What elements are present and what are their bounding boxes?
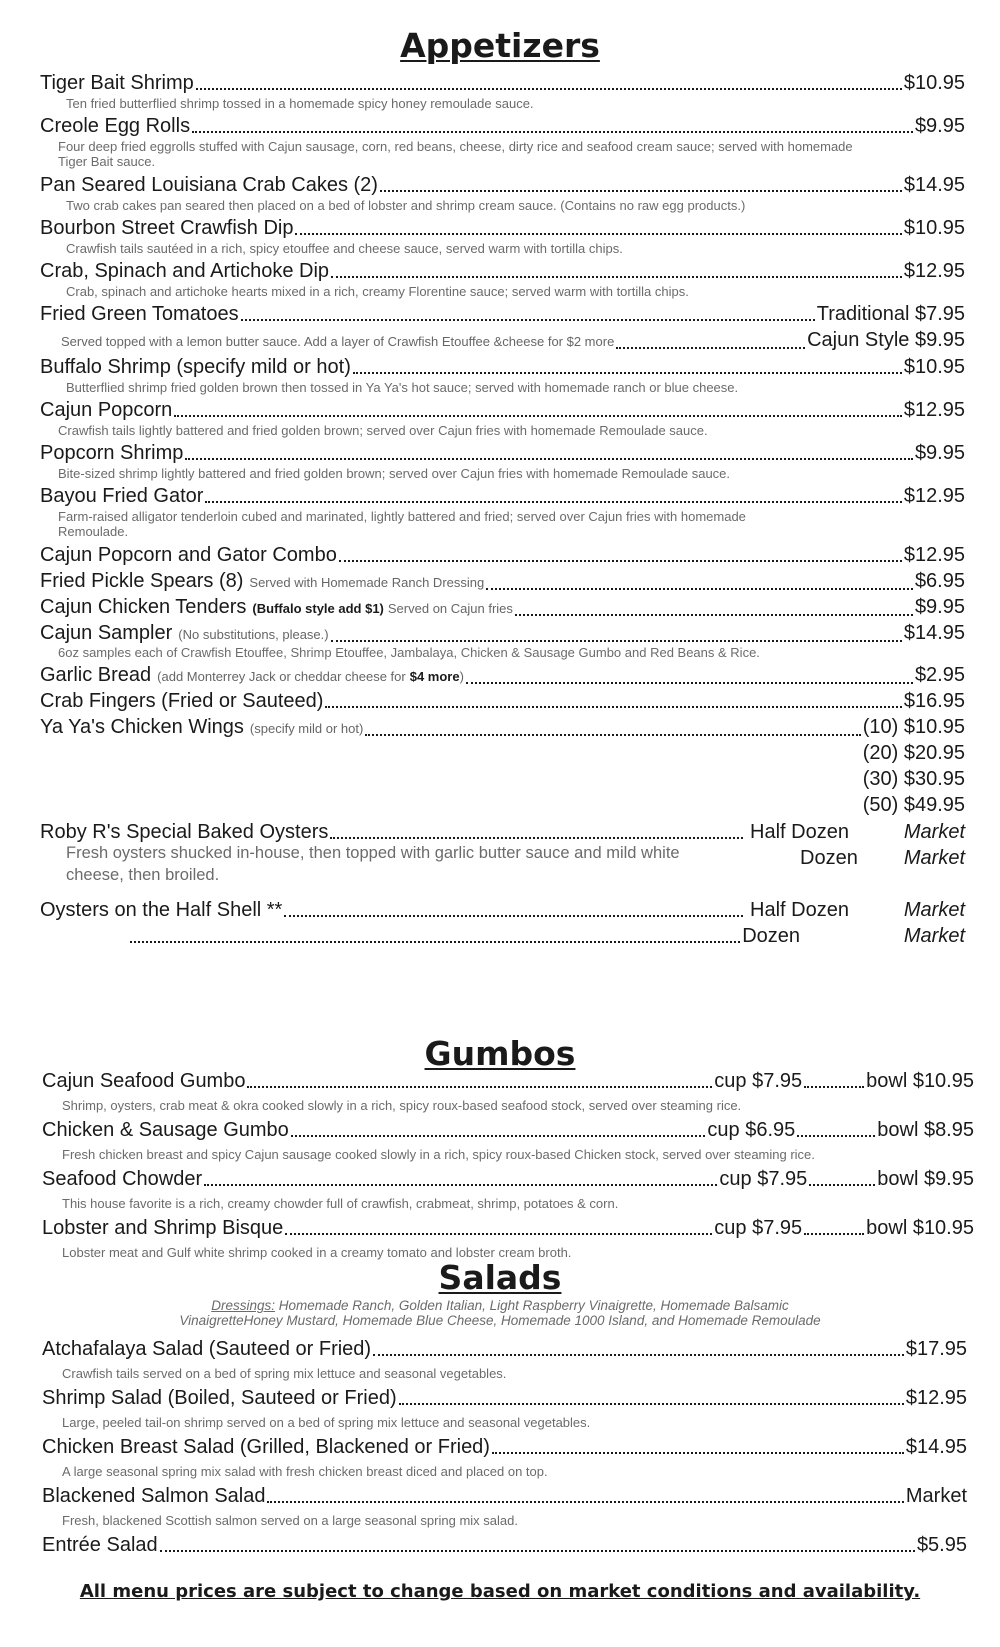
item-description: Fresh, blackened Scottish salmon served on a large seasonal spring mix salad.: [62, 1513, 518, 1528]
item-note-bold: $4 more: [409, 669, 460, 684]
dot-leader: [285, 1233, 712, 1235]
dot-leader: [291, 1135, 706, 1137]
menu-item-chicken-sausage-gumbo: [42, 1117, 974, 1143]
menu-item-chicken-breast-salad: [42, 1434, 967, 1460]
item-name: Roby R's Special Baked Oysters: [40, 821, 329, 843]
item-note-end: ): [459, 669, 464, 684]
menu-item-cajun-chicken-tenders: [40, 594, 965, 622]
item-name: Atchafalaya Salad (Sauteed or Fried): [42, 1338, 372, 1360]
cup-price: cup $7.95: [714, 1217, 803, 1239]
item-name: Cajun Chicken Tenders: [40, 596, 247, 618]
item-name: Ya Ya's Chicken Wings: [40, 716, 244, 738]
item-name: Cajun Popcorn: [40, 399, 173, 421]
item-name: Garlic Bread: [40, 664, 152, 686]
menu-item-cajun-seafood-gumbo: [42, 1068, 974, 1094]
item-description: Fresh chicken breast and spicy Cajun sausage cooked slowly in a rich, spicy roux-based Chicken stock, served over steaming rice.: [62, 1147, 815, 1162]
item-price: (10) $10.95: [862, 716, 965, 738]
item-note-bold: (Buffalo style add $1): [252, 601, 384, 616]
oyster-price-half: Market: [903, 821, 965, 843]
menu-item-entree-salad: [42, 1532, 967, 1558]
item-price: $9.95: [914, 115, 965, 137]
menu-item-chicken-wings: [40, 714, 965, 742]
menu-item-tiger-bait-shrimp: [40, 70, 965, 96]
item-price: $9.95: [914, 442, 965, 464]
dot-leader: [174, 415, 902, 417]
item-name: Fried Green Tomatoes: [40, 303, 239, 325]
item-name: Crab Fingers (Fried or Sauteed): [40, 690, 324, 712]
item-price: $10.95: [903, 72, 965, 94]
menu-item-creole-egg-rolls: [40, 113, 965, 139]
item-price: $14.95: [903, 174, 965, 196]
item-description: Crab, spinach and artichoke hearts mixed in a rich, creamy Florentine sauce; served warm with tortilla chips.: [66, 284, 689, 299]
dot-leader: [373, 1354, 904, 1356]
dot-leader: [247, 1086, 712, 1088]
gumbos-title: Gumbos: [424, 1034, 576, 1073]
shell-qty-half: Half Dozen: [750, 899, 849, 921]
menu-item-fried-pickle-spears: [40, 568, 965, 596]
item-description: Butterflied shrimp fried golden brown then tossed in Ya Ya's hot sauce; served with homemade ranch or blue cheese.: [66, 380, 739, 395]
dot-leader: [466, 682, 913, 684]
cup-price: cup $6.95: [707, 1119, 796, 1141]
oyster-price-dozen: Market: [903, 847, 965, 869]
dot-leader: [160, 1550, 915, 1552]
item-description: Fresh oysters shucked in-house, then topped with garlic butter sauce and mild white cheese, then broiled.: [66, 844, 680, 884]
item-price: $12.95: [903, 544, 965, 566]
item-name: Cajun Popcorn and Gator Combo: [40, 544, 337, 566]
item-name: Seafood Chowder: [42, 1168, 203, 1190]
item-name: Cajun Sampler: [40, 622, 173, 644]
item-description: Crawfish tails sautéed in a rich, spicy etouffee and cheese sauce, served warm with tortilla chips.: [66, 241, 623, 256]
item-description: Shrimp, oysters, crab meat & okra cooked slowly in a rich, spicy roux-based seafood stock, served over steaming rice.: [62, 1098, 742, 1113]
wings-price-30: (30) $30.95: [862, 768, 965, 790]
item-name: Buffalo Shrimp (specify mild or hot): [40, 356, 351, 378]
bowl-price: bowl $10.95: [866, 1070, 974, 1092]
dot-leader: [365, 734, 860, 736]
dot-leader: [185, 458, 913, 460]
item-price: $16.95: [903, 690, 965, 712]
dot-leader: [295, 233, 901, 235]
dot-leader: [196, 88, 902, 90]
salads-title: Salads: [438, 1258, 562, 1297]
price-disclaimer: All menu prices are subject to change based on market conditions and availability.: [79, 1581, 921, 1602]
wings-price-50: (50) $49.95: [862, 794, 965, 816]
dot-leader: [353, 372, 902, 374]
dot-leader: [130, 941, 740, 943]
item-name: Popcorn Shrimp: [40, 442, 184, 464]
item-price: $10.95: [903, 356, 965, 378]
item-description: Lobster meat and Gulf white shrimp cooked in a creamy tomato and lobster cream broth.: [62, 1245, 572, 1260]
item-price: $14.95: [905, 1436, 967, 1458]
menu-item-cajun-popcorn: [40, 397, 965, 423]
dot-leader: [515, 614, 913, 616]
item-note: (No substitutions, please.): [178, 627, 329, 642]
item-price: $12.95: [903, 260, 965, 282]
item-name: Cajun Seafood Gumbo: [42, 1070, 246, 1092]
menu-item-atchafalaya-salad: [42, 1336, 967, 1362]
item-price: $12.95: [903, 485, 965, 507]
bowl-price: bowl $10.95: [866, 1217, 974, 1239]
dot-leader: [205, 501, 901, 503]
item-description: Four deep fried eggrolls stuffed with Cajun sausage, corn, red beans, cheese, dirty rice and seafood cream sauce; served with homemade Tiger Bait sauce.: [58, 139, 853, 169]
cup-price: cup $7.95: [719, 1168, 808, 1190]
item-name: Lobster and Shrimp Bisque: [42, 1217, 284, 1239]
item-note: (add Monterrey Jack or cheddar cheese for: [157, 669, 406, 684]
dot-leader: [804, 1233, 864, 1235]
item-name: Chicken & Sausage Gumbo: [42, 1119, 289, 1141]
item-price: $12.95: [905, 1387, 967, 1409]
item-description: Crawfish tails lightly battered and fried golden brown; served over Cajun fries with homemade Remoulade sauce.: [58, 423, 708, 438]
item-price: Cajun Style $9.95: [807, 329, 965, 351]
menu-item-crawfish-dip: [40, 215, 965, 241]
menu-item-seafood-chowder: [42, 1166, 974, 1192]
item-name: Bourbon Street Crawfish Dip: [40, 217, 294, 239]
item-description: Two crab cakes pan seared then placed on a bed of lobster and shrimp cream sauce. (Contains no raw egg products.): [66, 198, 746, 213]
item-note: Served on Cajun fries: [387, 601, 513, 616]
dot-leader: [325, 706, 901, 708]
item-price: $6.95: [914, 570, 965, 592]
item-name: Tiger Bait Shrimp: [40, 72, 194, 94]
shell-qty-dozen: Dozen: [742, 925, 800, 947]
cup-price: cup $7.95: [714, 1070, 803, 1092]
menu-item-bayou-fried-gator: [40, 483, 965, 509]
menu-item-crab-cakes: [40, 172, 965, 198]
dot-leader: [380, 190, 902, 192]
dot-leader: [809, 1184, 875, 1186]
dot-leader: [330, 837, 743, 839]
item-price: $14.95: [903, 622, 965, 644]
dressings-label: Dressings:: [211, 1298, 275, 1313]
item-description: 6oz samples each of Crawfish Etouffee, Shrimp Etouffee, Jambalaya, Chicken & Sausage Gumbo and Red Beans & Rice.: [58, 645, 760, 660]
item-name: Entrée Salad: [42, 1534, 158, 1556]
menu-item-oysters-half-shell: [40, 897, 745, 923]
item-description: This house favorite is a rich, creamy chowder full of crawfish, crabmeat, shrimp, potatoes & corn.: [62, 1196, 619, 1211]
oyster-qty-half: Half Dozen: [750, 821, 849, 843]
item-name: Oysters on the Half Shell **: [40, 899, 283, 921]
dressings-line-1: [0, 1298, 1000, 1313]
item-description: A large seasonal spring mix salad with fresh chicken breast diced and placed on top.: [62, 1464, 548, 1479]
menu-item-fried-green-tomatoes: [40, 301, 965, 327]
oyster-qty-dozen: Dozen: [800, 847, 858, 869]
item-note: (specify mild or hot): [249, 721, 364, 736]
item-name: Creole Egg Rolls: [40, 115, 191, 137]
dot-leader: [331, 640, 902, 642]
item-price: $9.95: [914, 596, 965, 618]
dot-leader: [267, 1501, 903, 1503]
menu-item-crab-spinach-dip: [40, 258, 965, 284]
item-description: Ten fried butterflied shrimp tossed in a homemade spicy honey remoulade sauce.: [66, 96, 534, 111]
item-price: Traditional $7.95: [816, 303, 965, 325]
shell-price-dozen: Market: [903, 925, 965, 947]
menu-item-lobster-shrimp-bisque: [42, 1215, 974, 1241]
item-description: Bite-sized shrimp lightly battered and fried golden brown; served over Cajun fries with homemade Remoulade sauce.: [58, 466, 731, 481]
dot-leader: [204, 1184, 717, 1186]
shell-price-half: Market: [903, 899, 965, 921]
menu-item-popcorn-shrimp: [40, 440, 965, 466]
item-description: Farm-raised alligator tenderloin cubed and marinated, lightly battered and fried; served over Cajun fries with homemade Remoulade.: [58, 509, 746, 539]
item-price: $12.95: [903, 399, 965, 421]
item-name: Fried Pickle Spears (8): [40, 570, 244, 592]
item-price: $10.95: [903, 217, 965, 239]
dot-leader: [241, 319, 815, 321]
dot-leader: [284, 915, 743, 917]
item-name: Shrimp Salad (Boiled, Sauteed or Fried): [42, 1387, 397, 1409]
item-price: $2.95: [914, 664, 965, 686]
item-price: Market: [905, 1485, 967, 1507]
bowl-price: bowl $9.95: [877, 1168, 974, 1190]
wings-price-20: (20) $20.95: [862, 742, 965, 764]
item-price: $17.95: [905, 1338, 967, 1360]
dot-leader: [399, 1403, 904, 1405]
dot-leader: [616, 347, 805, 349]
bowl-price: bowl $8.95: [877, 1119, 974, 1141]
dot-leader: [331, 276, 902, 278]
menu-item-blackened-salmon-salad: [42, 1483, 967, 1509]
dressings-list-2: VinaigretteHoney Mustard, Homemade Blue Cheese, Homemade 1000 Island, and Homemade Remoulade: [179, 1313, 821, 1328]
item-name: Chicken Breast Salad (Grilled, Blackened or Fried): [42, 1436, 490, 1458]
shell-dozen-row: [128, 923, 800, 949]
dot-leader: [486, 588, 913, 590]
item-description: Large, peeled tail-on shrimp served on a bed of spring mix lettuce and seasonal vegetables.: [62, 1415, 591, 1430]
item-name: Blackened Salmon Salad: [42, 1485, 266, 1507]
item-note: Served with Homemade Ranch Dressing: [249, 575, 485, 590]
dot-leader: [804, 1086, 864, 1088]
menu-item-crab-fingers: [40, 688, 965, 714]
menu-item-buffalo-shrimp: [40, 354, 965, 380]
item-name: Pan Seared Louisiana Crab Cakes (2): [40, 174, 378, 196]
dot-leader: [192, 131, 913, 133]
menu-item-popcorn-gator-combo: [40, 542, 965, 568]
menu-item-cajun-sampler: [40, 620, 965, 648]
item-description: Served topped with a lemon butter sauce. Add a layer of Crawfish Etouffee &cheese for $2 more: [61, 334, 615, 349]
menu-item-garlic-bread: [40, 662, 965, 690]
dot-leader: [797, 1135, 875, 1137]
menu-item-fried-green-tomatoes-cajun: [40, 327, 965, 355]
menu-item-shrimp-salad: [42, 1385, 967, 1411]
item-description: Crawfish tails served on a bed of spring mix lettuce and seasonal vegetables.: [62, 1366, 507, 1381]
item-name: Bayou Fried Gator: [40, 485, 204, 507]
appetizers-title: Appetizers: [400, 26, 600, 65]
dot-leader: [339, 560, 902, 562]
item-price: $5.95: [916, 1534, 967, 1556]
dot-leader: [492, 1452, 904, 1454]
dressings-list-1: Homemade Ranch, Golden Italian, Light Raspberry Vinaigrette, Homemade Balsamic: [278, 1298, 789, 1313]
item-name: Crab, Spinach and Artichoke Dip: [40, 260, 330, 282]
